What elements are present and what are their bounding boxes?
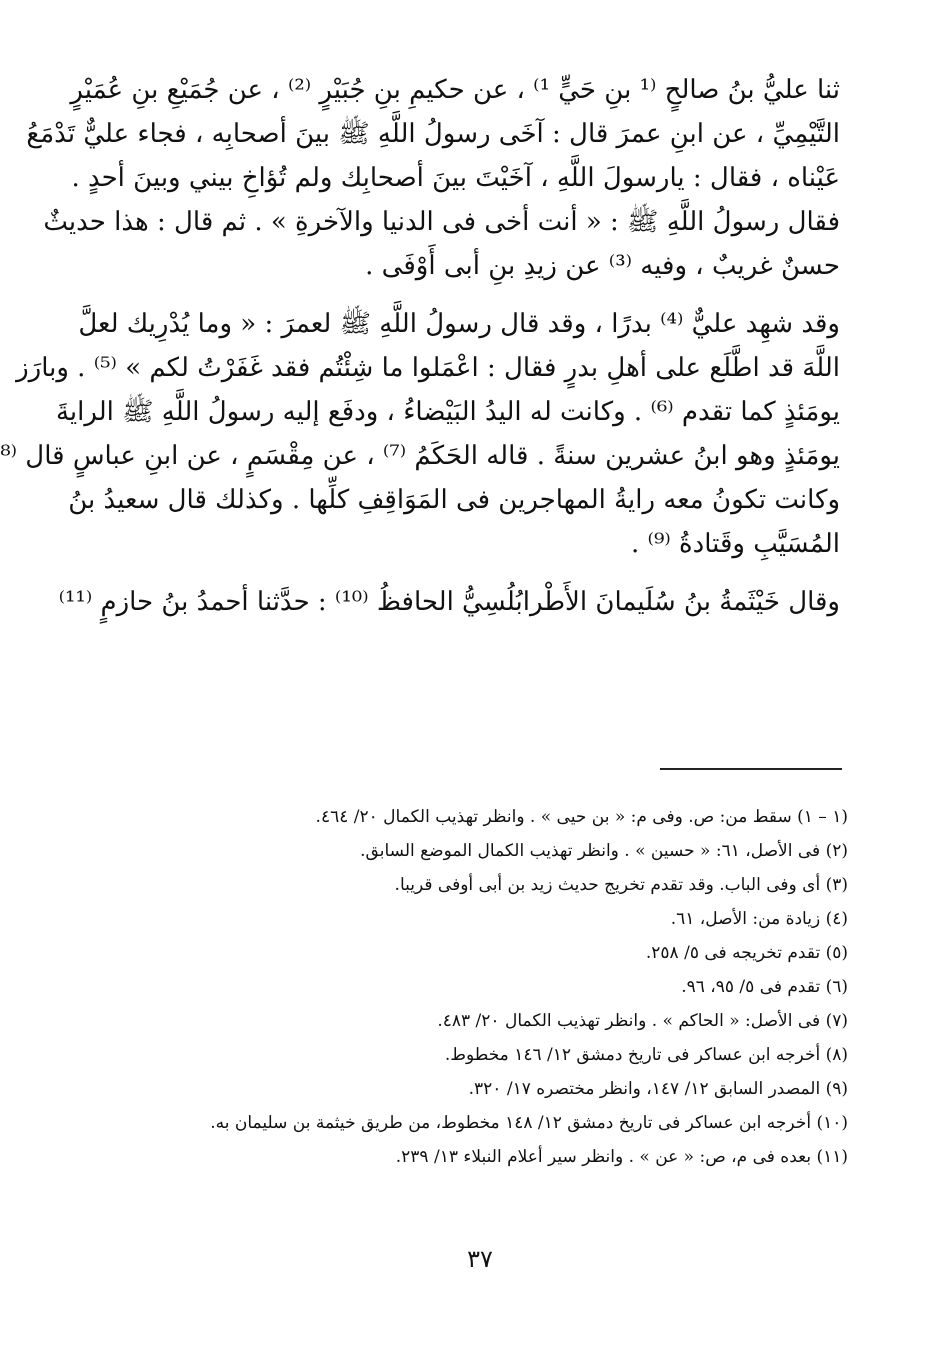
footnote-item: (٩) المصدر السابق ١٢/ ١٤٧، وانظر مختصره ١٧/ ٣٢٠. bbox=[468, 1079, 848, 1099]
footnote-item: (٣) أى وفى الباب. وقد تقدم تخريج حديث زيد بن أبى أوفى قريبا. bbox=[394, 875, 848, 895]
page-number: ٣٧ bbox=[467, 1245, 493, 1273]
text-line: المُسَيَّبِ وقَتادةُ ⁽⁹⁾ . bbox=[631, 529, 840, 559]
footnote-item: (٤) زيادة من: الأصل، ٦١. bbox=[670, 909, 848, 929]
text-line: وقال خَيْثَمةُ بنُ سُلَيمانَ الأَطْرابُلُسِيُّ الحافظُ ⁽¹⁰⁾ : حدَّثنا أحمدُ بنُ حازمٍ ⁽¹¹⁾ bbox=[58, 587, 840, 617]
text-line: ثنا عليُّ بنُ صالحٍ ⁽¹ بنِ حَيٍّ ¹⁾ ، عن حكيمِ بنِ جُبَيْرٍ ⁽²⁾ ، عن جُمَيْعِ بنِ عُمَيْرٍ bbox=[70, 75, 840, 105]
paragraph-1 bbox=[26, 68, 840, 288]
main-text bbox=[0, 68, 840, 624]
footnote-item: (٦) تقدم فى ٥/ ٩٥، ٩٦. bbox=[681, 977, 848, 997]
footnotes bbox=[140, 800, 848, 1174]
paragraph-2 bbox=[0, 302, 840, 566]
text-line: وكانت تكونُ معه رايةُ المهاجرين فى المَوَاقِفِ كلِّها . وكذلك قال سعيدُ بنُ bbox=[68, 485, 840, 515]
footnote-item: (٥) تقدم تخريجه فى ٥/ ٢٥٨. bbox=[645, 943, 848, 963]
footnote-item: (٧) فى الأصل: « الحاكم » . وانظر تهذيب الكمال ٢٠/ ٤٨٣. bbox=[437, 1011, 848, 1031]
footnote-item: (١ – ١) سقط من: ص. وفى م: « بن حيى » . وانظر تهذيب الكمال ٢٠/ ٤٦٤. bbox=[315, 807, 848, 827]
text-line: فقال رسولُ اللَّهِ ﷺ : « أنت أخى فى الدنيا والآخرةِ » . ثم قال : هذا حديثٌ bbox=[43, 207, 840, 237]
footnote-item: (١٠) أخرجه ابن عساكر فى تاريخ دمشق ١٢/ ١٤٨ مخطوط، من طريق خيثمة بن سليمان به. bbox=[210, 1113, 848, 1133]
footnote-item: (١١) بعده فى م، ص: « عن » . وانظر سير أعلام النبلاء ١٣/ ٢٣٩. bbox=[395, 1147, 848, 1167]
text-line: عَيْناه ، فقال : يارسولَ اللَّهِ ، آخَيْتَ بينَ أصحابِك ولم تُؤاخِ بيني وبينَ أحدٍ . bbox=[71, 163, 840, 193]
text-line: حسنٌ غريبٌ ، وفيه ⁽³⁾ عن زيدِ بنِ أبى أَوْفَى . bbox=[365, 251, 840, 281]
text-line: يومَئذٍ وهو ابنُ عشرين سنةً . قاله الحَكَمُ ⁽⁷⁾ ، عن مِقْسَمٍ ، عن ابنِ عباسٍ قال ⁽⁸ bbox=[0, 441, 840, 471]
footnote-divider bbox=[660, 768, 842, 770]
text-line: اللَّهَ قد اطَّلَع على أهلِ بدرٍ فقال : اعْمَلوا ما شِئْتُم فقد غَفَرْتُ لكم » ⁽⁵⁾ . وبارَز bbox=[16, 353, 840, 383]
text-line: وقد شهِد عليٌّ ⁽⁴⁾ بدرًا ، وقد قال رسولُ اللَّهِ ﷺ لعمرَ : « وما يُدْرِيك لعلَّ bbox=[78, 309, 840, 339]
text-line: التَّيْمِيِّ ، عن ابنِ عمرَ قال : آخَى رسولُ اللَّهِ ﷺ بينَ أصحابِه ، فجاء عليٌّ تَدْمَعُ bbox=[26, 119, 840, 149]
footnote-item: (٢) فى الأصل، ٦١: « حسين » . وانظر تهذيب الكمال الموضع السابق. bbox=[360, 841, 848, 861]
text-line: يومَئذٍ كما تقدم ⁽⁶⁾ . وكانت له اليدُ البَيْضاءُ ، ودفَع إليه رسولُ اللَّهِ ﷺ الرايةَ bbox=[55, 397, 840, 427]
footnote-item: (٨) أخرجه ابن عساكر فى تاريخ دمشق ١٢/ ١٤٦ مخطوط. bbox=[444, 1045, 848, 1065]
paragraph-3 bbox=[58, 580, 840, 624]
